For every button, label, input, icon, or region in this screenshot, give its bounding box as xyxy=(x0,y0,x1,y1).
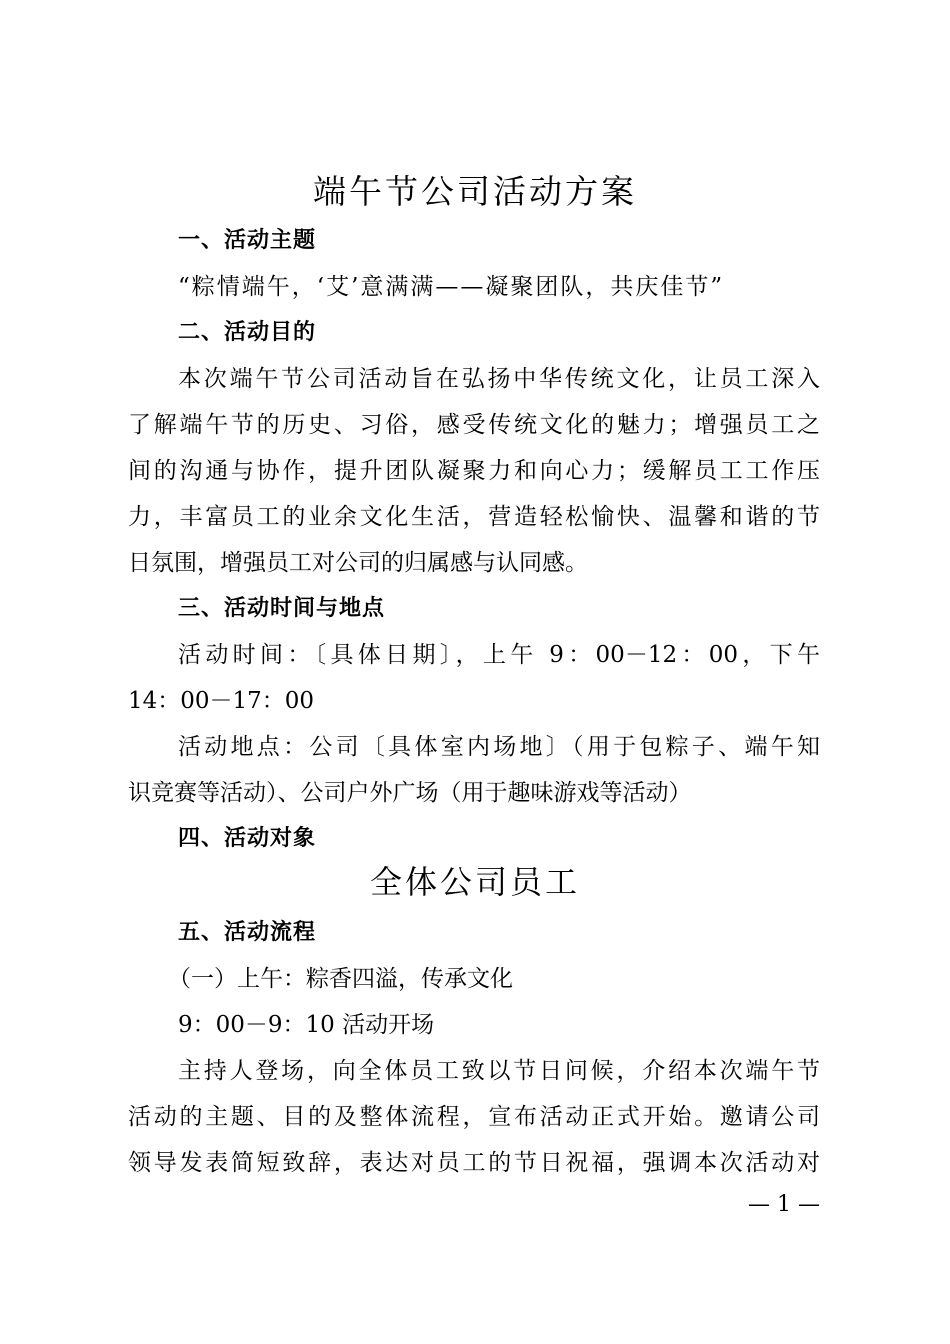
theme-text: “粽情端午，‘艾’意满满——凝聚团队，共庆佳节” xyxy=(178,274,725,300)
purpose-line-4: 力，丰富员工的业余文化生活，营造轻松愉快、温馨和谐的节 xyxy=(128,504,820,530)
flow-sub-heading: （一）上午：粽香四溢，传承文化 xyxy=(168,966,513,992)
section2-heading: 二、活动目的 xyxy=(178,320,317,345)
purpose-line-2: 了解端午节的历史、习俗，感受传统文化的魅力；增强员工之 xyxy=(128,412,820,438)
section4-heading: 四、活动对象 xyxy=(178,826,317,851)
activity-time-line-1: 活动时间：〔具体日期〕，上午 9：00－12：00，下午 xyxy=(178,642,820,668)
purpose-line-1: 本次端午节公司活动旨在弘扬中华传统文化，让员工深入 xyxy=(178,366,820,392)
activity-place-line-1: 活动地点：公司〔具体室内场地〕（用于包粽子、端午知 xyxy=(178,734,820,760)
flow-time-slot: 9：00－9：10 活动开场 xyxy=(178,1012,435,1038)
activity-time-line-2: 14：00－17：00 xyxy=(128,688,315,714)
activity-target: 全体公司员工 xyxy=(369,863,580,901)
section1-heading: 一、活动主题 xyxy=(178,228,317,253)
flow-line-1: 主持人登场，向全体员工致以节日问候，介绍本次端午节 xyxy=(178,1058,820,1084)
document-title: 端午节公司活动方案 xyxy=(313,172,637,211)
activity-place-line-2: 识竞赛等活动）、公司户外广场（用于趣味游戏等活动） xyxy=(128,780,692,806)
section3-heading: 三、活动时间与地点 xyxy=(178,596,386,621)
flow-line-3: 领导发表简短致辞，表达对员工的节日祝福，强调本次活动对 xyxy=(128,1150,820,1176)
flow-line-2: 活动的主题、目的及整体流程，宣布活动正式开始。邀请公司 xyxy=(128,1104,820,1130)
purpose-line-5: 日氛围，增强员工对公司的归属感与认同感。 xyxy=(128,550,588,576)
section5-heading: 五、活动流程 xyxy=(178,920,317,945)
page-number: — 1 — xyxy=(748,1192,820,1217)
purpose-line-3: 间的沟通与协作，提升团队凝聚力和向心力；缓解员工工作压 xyxy=(128,458,820,484)
